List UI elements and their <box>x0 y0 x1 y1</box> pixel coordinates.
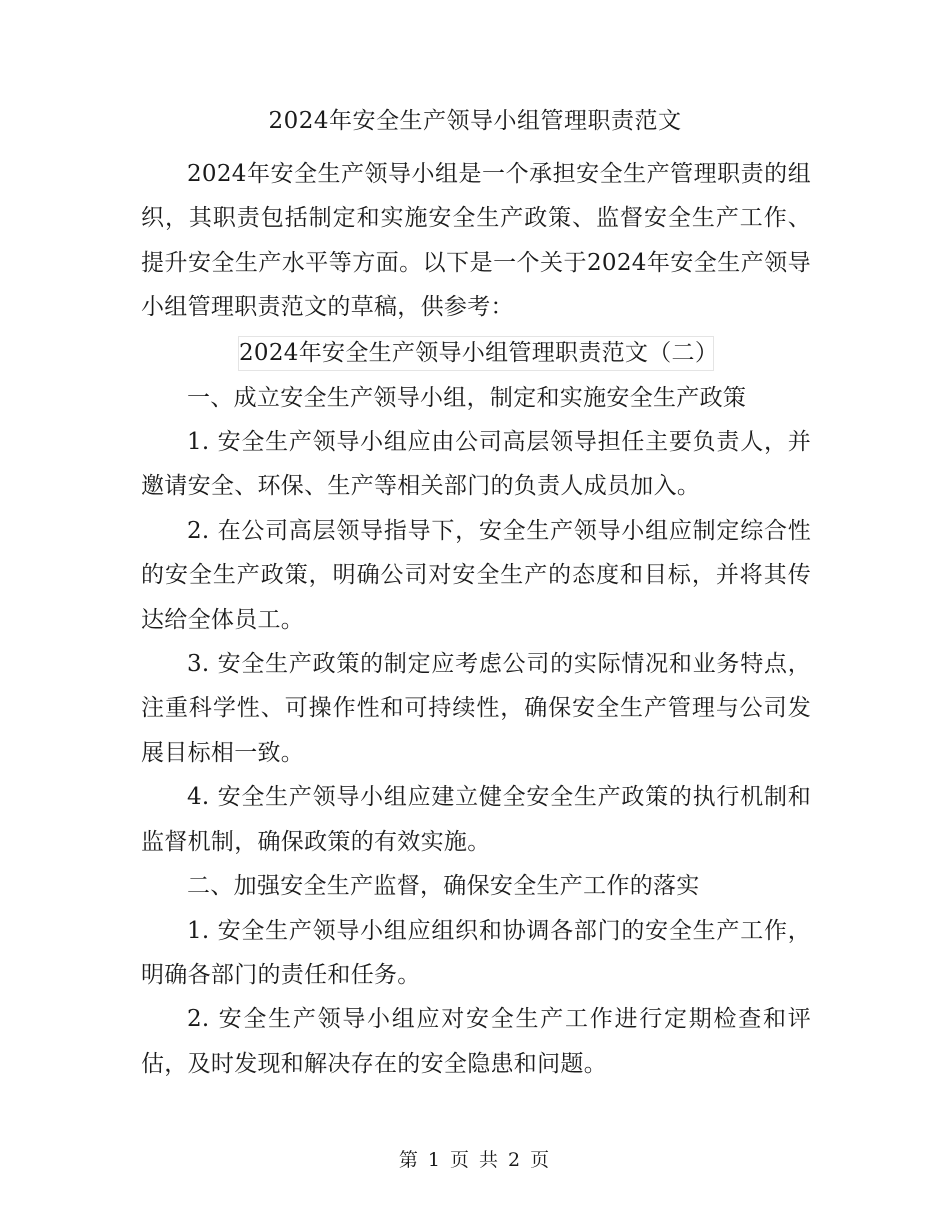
section1-item-3: 3. 安全生产政策的制定应考虑公司的实际情况和业务特点，注重科学性、可操作性和可持续性，确保安全生产管理与公司发展目标相一致。 <box>141 651 811 766</box>
section1-heading: 一、成立安全生产领导小组，制定和实施安全生产政策 <box>187 384 747 411</box>
document-subtitle: 2024年安全生产领导小组管理职责范文（二） <box>238 336 714 371</box>
document-body <box>141 152 811 1086</box>
intro-paragraph: 2024年安全生产领导小组是一个承担安全生产管理职责的组织，其职责包括制定和实施安全生产政策、监督安全生产工作、提升安全生产水平等方面。以下是一个关于2024年安全生产领导小组管理职责范文的草稿，供参考： <box>141 161 811 321</box>
document-title: 2024年安全生产领导小组管理职责范文 <box>268 108 682 134</box>
section2-item-2: 2. 安全生产领导小组应对安全生产工作进行定期检查和评估，及时发现和解决存在的安全隐患和问题。 <box>141 1006 811 1077</box>
section1-item-1: 1. 安全生产领导小组应由公司高层领导担任主要负责人，并邀请安全、环保、生产等相关部门的负责人成员加入。 <box>141 429 811 500</box>
section2-item-1: 1. 安全生产领导小组应组织和协调各部门的安全生产工作，明确各部门的责任和任务。 <box>141 917 811 988</box>
section1-item-2: 2. 在公司高层领导指导下，安全生产领导小组应制定综合性的安全生产政策，明确公司对安全生产的态度和目标，并将其传达给全体员工。 <box>141 517 811 633</box>
section1-item-4: 4. 安全生产领导小组应建立健全安全生产政策的执行机制和监督机制，确保政策的有效实施。 <box>141 784 811 855</box>
page-number-footer: 第 1 页 共 2 页 <box>398 1149 552 1171</box>
section2-heading: 二、加强安全生产监督，确保安全生产工作的落实 <box>187 873 700 900</box>
